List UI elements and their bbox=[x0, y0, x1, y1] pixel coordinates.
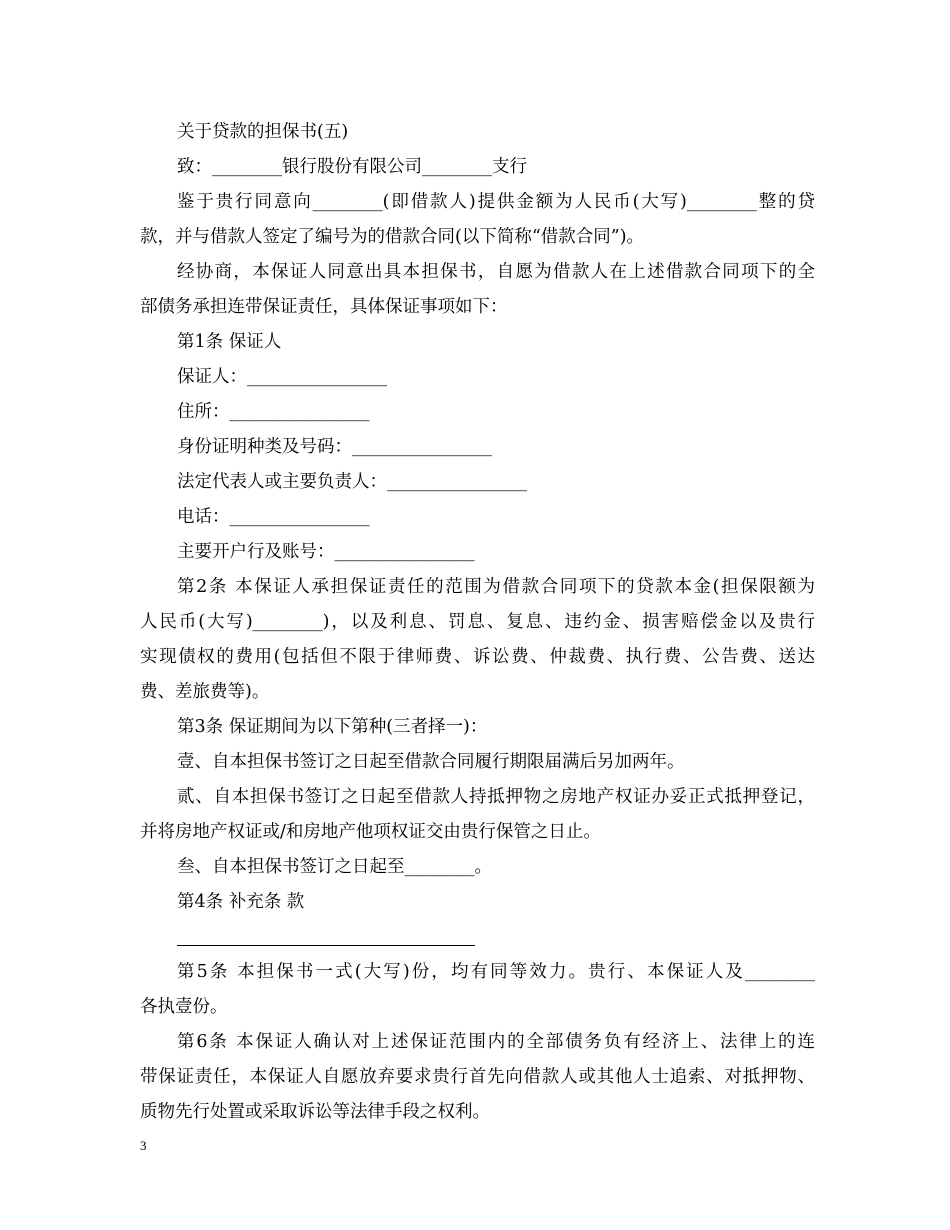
document-line: 并将房地产权证或/和房地产他项权证交由贵行保管之日止。 bbox=[140, 822, 601, 842]
document-line: 实现债权的费用(包括但不限于律师费、诉讼费、仲裁费、执行费、公告费、送达 bbox=[140, 647, 815, 667]
document-line: 关于贷款的担保书(五) bbox=[177, 122, 349, 142]
page-number: 3 bbox=[140, 1138, 147, 1153]
document-line: 主要开户行及账号：________________ bbox=[177, 542, 475, 562]
document-line: 人民币(大写)________)，以及利息、罚息、复息、违约金、损害赔偿金以及贵行 bbox=[140, 612, 815, 632]
document-line: 身份证明种类及号码：________________ bbox=[177, 437, 492, 457]
document-line: 带保证责任，本保证人自愿放弃要求贵行首先向借款人或其他人士追索、对抵押物、 bbox=[140, 1067, 815, 1087]
document-line: 法定代表人或主要负责人：________________ bbox=[177, 472, 527, 492]
document-line: 质物先行处置或采取诉讼等法律手段之权利。 bbox=[140, 1102, 490, 1122]
document-line: 费、差旅费等)。 bbox=[140, 682, 270, 702]
document-line: 第3条 保证期间为以下第种(三者择一)： bbox=[177, 717, 488, 737]
document-line: 第6条 本保证人确认对上述保证范围内的全部债务负有经济上、法律上的连 bbox=[177, 1032, 815, 1052]
document-body bbox=[140, 115, 815, 1130]
document-line: 壹、自本担保书签订之日起至借款合同履行期限届满后另加两年。 bbox=[177, 752, 685, 772]
document-line: 保证人：________________ bbox=[177, 367, 387, 387]
document-line: 鉴于贵行同意向________(即借款人)提供金额为人民币(大写)________整的贷 bbox=[177, 192, 815, 212]
document-line: 第2条 本保证人承担保证责任的范围为借款合同项下的贷款本金(担保限额为 bbox=[177, 577, 815, 597]
document-line: 贰、自本担保书签订之日起至借款人持抵押物之房地产权证办妥正式抵押登记， bbox=[177, 787, 815, 807]
document-line: 各执壹份。 bbox=[140, 997, 228, 1017]
document-line: 第5条 本担保书一式(大写)份，均有同等效力。贵行、本保证人及________ bbox=[177, 962, 815, 982]
blank-fill-line bbox=[140, 920, 815, 955]
document-line: 第4条 补充条 款 bbox=[177, 892, 305, 912]
underline-rule bbox=[177, 945, 475, 946]
document-line: 第1条 保证人 bbox=[177, 332, 282, 352]
document-line: 叁、自本担保书签订之日起至________。 bbox=[177, 857, 492, 877]
document-line: 致：________银行股份有限公司________支行 bbox=[177, 157, 527, 177]
document-line: 住所：________________ bbox=[177, 402, 370, 422]
document-line: 经协商，本保证人同意出具本担保书，自愿为借款人在上述借款合同项下的全 bbox=[177, 262, 815, 282]
document-line: 电话：________________ bbox=[177, 507, 370, 527]
document-line: 部债务承担连带保证责任，具体保证事项如下： bbox=[140, 297, 508, 317]
document-line: 款，并与借款人签定了编号为的借款合同(以下简称“借款合同”)。 bbox=[140, 227, 645, 247]
